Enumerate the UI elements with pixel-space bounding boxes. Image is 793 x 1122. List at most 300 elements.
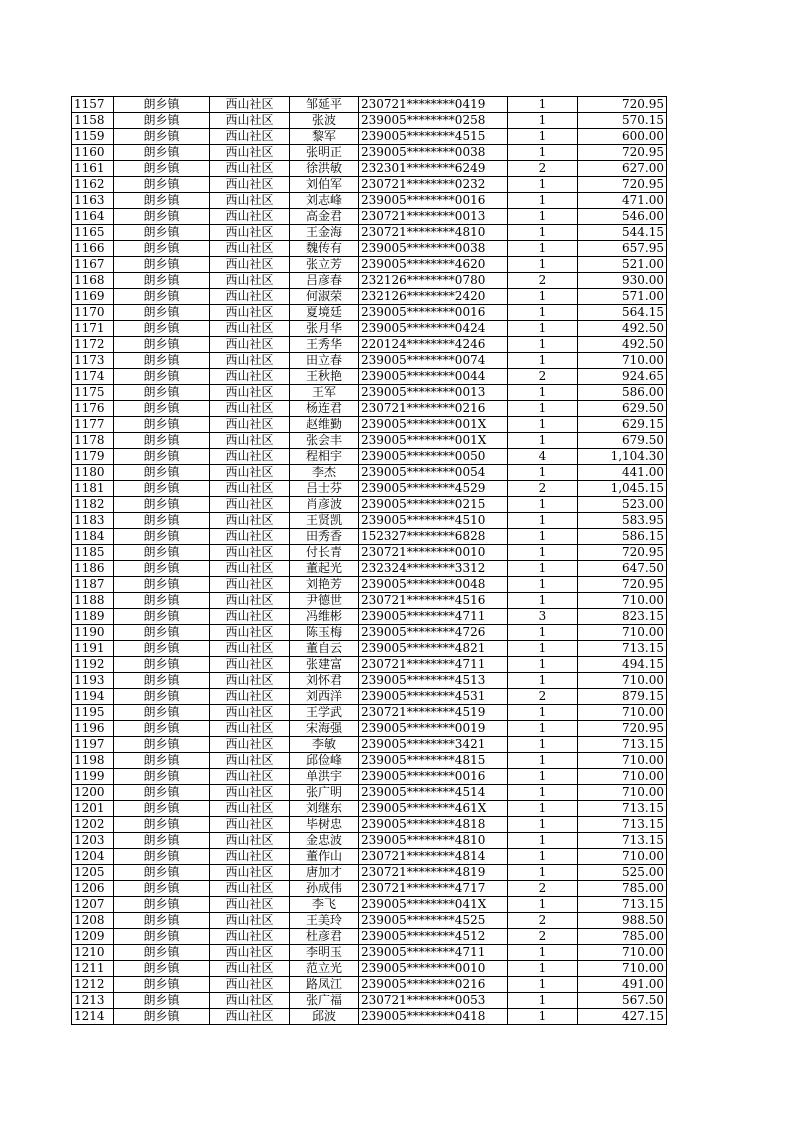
id-number-cell: 230721********0053 bbox=[359, 993, 508, 1009]
table-row bbox=[72, 609, 667, 625]
town-cell: 朗乡镇 bbox=[114, 881, 210, 897]
row-number-cell: 1203 bbox=[72, 833, 114, 849]
household-count-cell: 1 bbox=[508, 257, 578, 273]
household-count-cell: 2 bbox=[508, 881, 578, 897]
table-row bbox=[72, 177, 667, 193]
id-number-cell: 239005********0216 bbox=[359, 977, 508, 993]
name-cell: 冯维彬 bbox=[290, 609, 359, 625]
id-number-cell: 239005********0048 bbox=[359, 577, 508, 593]
id-number-cell: 239005********0016 bbox=[359, 769, 508, 785]
row-number-cell: 1193 bbox=[72, 673, 114, 689]
town-cell: 朗乡镇 bbox=[114, 161, 210, 177]
name-cell: 王秋艳 bbox=[290, 369, 359, 385]
name-cell: 邱俭峰 bbox=[290, 753, 359, 769]
household-count-cell: 1 bbox=[508, 673, 578, 689]
name-cell: 陈玉梅 bbox=[290, 625, 359, 641]
town-cell: 朗乡镇 bbox=[114, 321, 210, 337]
name-cell: 夏境廷 bbox=[290, 305, 359, 321]
amount-cell: 710.00 bbox=[578, 353, 667, 369]
id-number-cell: 239005********4620 bbox=[359, 257, 508, 273]
id-number-cell: 239005********0016 bbox=[359, 305, 508, 321]
id-number-cell: 239005********001X bbox=[359, 417, 508, 433]
town-cell: 朗乡镇 bbox=[114, 481, 210, 497]
household-count-cell: 1 bbox=[508, 897, 578, 913]
table-row bbox=[72, 865, 667, 881]
amount-cell: 713.15 bbox=[578, 897, 667, 913]
household-count-cell: 1 bbox=[508, 241, 578, 257]
town-cell: 朗乡镇 bbox=[114, 785, 210, 801]
household-count-cell: 1 bbox=[508, 577, 578, 593]
row-number-cell: 1174 bbox=[72, 369, 114, 385]
town-cell: 朗乡镇 bbox=[114, 369, 210, 385]
household-count-cell: 1 bbox=[508, 961, 578, 977]
id-number-cell: 239005********461X bbox=[359, 801, 508, 817]
household-count-cell: 1 bbox=[508, 849, 578, 865]
community-cell: 西山社区 bbox=[210, 673, 290, 689]
row-number-cell: 1168 bbox=[72, 273, 114, 289]
town-cell: 朗乡镇 bbox=[114, 145, 210, 161]
town-cell: 朗乡镇 bbox=[114, 273, 210, 289]
name-cell: 董起光 bbox=[290, 561, 359, 577]
town-cell: 朗乡镇 bbox=[114, 945, 210, 961]
row-number-cell: 1178 bbox=[72, 433, 114, 449]
table-row bbox=[72, 305, 667, 321]
community-cell: 西山社区 bbox=[210, 721, 290, 737]
table-row bbox=[72, 689, 667, 705]
table-row bbox=[72, 273, 667, 289]
table-row bbox=[72, 369, 667, 385]
amount-cell: 879.15 bbox=[578, 689, 667, 705]
table-row bbox=[72, 209, 667, 225]
table-row bbox=[72, 961, 667, 977]
household-count-cell: 1 bbox=[508, 753, 578, 769]
town-cell: 朗乡镇 bbox=[114, 465, 210, 481]
community-cell: 西山社区 bbox=[210, 865, 290, 881]
id-number-cell: 239005********4529 bbox=[359, 481, 508, 497]
name-cell: 孙成伟 bbox=[290, 881, 359, 897]
row-number-cell: 1172 bbox=[72, 337, 114, 353]
community-cell: 西山社区 bbox=[210, 545, 290, 561]
id-number-cell: 239005********4726 bbox=[359, 625, 508, 641]
name-cell: 张广明 bbox=[290, 785, 359, 801]
amount-cell: 713.15 bbox=[578, 641, 667, 657]
id-number-cell: 239005********0258 bbox=[359, 113, 508, 129]
household-count-cell: 2 bbox=[508, 481, 578, 497]
community-cell: 西山社区 bbox=[210, 369, 290, 385]
community-cell: 西山社区 bbox=[210, 209, 290, 225]
row-number-cell: 1183 bbox=[72, 513, 114, 529]
table-row bbox=[72, 321, 667, 337]
table-row bbox=[72, 497, 667, 513]
id-number-cell: 239005********0019 bbox=[359, 721, 508, 737]
name-cell: 李明玉 bbox=[290, 945, 359, 961]
name-cell: 唐加才 bbox=[290, 865, 359, 881]
household-count-cell: 1 bbox=[508, 1009, 578, 1025]
household-count-cell: 4 bbox=[508, 449, 578, 465]
row-number-cell: 1173 bbox=[72, 353, 114, 369]
id-number-cell: 230721********0216 bbox=[359, 401, 508, 417]
amount-cell: 720.95 bbox=[578, 721, 667, 737]
community-cell: 西山社区 bbox=[210, 753, 290, 769]
name-cell: 刘艳芳 bbox=[290, 577, 359, 593]
community-cell: 西山社区 bbox=[210, 193, 290, 209]
town-cell: 朗乡镇 bbox=[114, 417, 210, 433]
town-cell: 朗乡镇 bbox=[114, 353, 210, 369]
amount-cell: 1,045.15 bbox=[578, 481, 667, 497]
amount-cell: 441.00 bbox=[578, 465, 667, 481]
table-row bbox=[72, 673, 667, 689]
table-row bbox=[72, 753, 667, 769]
row-number-cell: 1179 bbox=[72, 449, 114, 465]
row-number-cell: 1157 bbox=[72, 97, 114, 113]
table-row bbox=[72, 97, 667, 113]
amount-cell: 710.00 bbox=[578, 753, 667, 769]
name-cell: 范立光 bbox=[290, 961, 359, 977]
name-cell: 程相宇 bbox=[290, 449, 359, 465]
row-number-cell: 1197 bbox=[72, 737, 114, 753]
town-cell: 朗乡镇 bbox=[114, 177, 210, 193]
table-row bbox=[72, 561, 667, 577]
household-count-cell: 1 bbox=[508, 945, 578, 961]
household-count-cell: 1 bbox=[508, 705, 578, 721]
town-cell: 朗乡镇 bbox=[114, 993, 210, 1009]
amount-cell: 713.15 bbox=[578, 833, 667, 849]
table-row bbox=[72, 385, 667, 401]
row-number-cell: 1176 bbox=[72, 401, 114, 417]
table-body bbox=[72, 97, 667, 1025]
town-cell: 朗乡镇 bbox=[114, 305, 210, 321]
row-number-cell: 1207 bbox=[72, 897, 114, 913]
row-number-cell: 1164 bbox=[72, 209, 114, 225]
town-cell: 朗乡镇 bbox=[114, 705, 210, 721]
id-number-cell: 239005********4711 bbox=[359, 609, 508, 625]
name-cell: 王学武 bbox=[290, 705, 359, 721]
amount-cell: 521.00 bbox=[578, 257, 667, 273]
household-count-cell: 1 bbox=[508, 289, 578, 305]
amount-cell: 564.15 bbox=[578, 305, 667, 321]
household-count-cell: 1 bbox=[508, 497, 578, 513]
amount-cell: 988.50 bbox=[578, 913, 667, 929]
table-row bbox=[72, 785, 667, 801]
household-count-cell: 1 bbox=[508, 721, 578, 737]
id-number-cell: 239005********0074 bbox=[359, 353, 508, 369]
id-number-cell: 239005********0013 bbox=[359, 385, 508, 401]
community-cell: 西山社区 bbox=[210, 401, 290, 417]
town-cell: 朗乡镇 bbox=[114, 833, 210, 849]
table-row bbox=[72, 897, 667, 913]
table-row bbox=[72, 433, 667, 449]
town-cell: 朗乡镇 bbox=[114, 433, 210, 449]
row-number-cell: 1182 bbox=[72, 497, 114, 513]
household-count-cell: 1 bbox=[508, 321, 578, 337]
id-number-cell: 220124********4246 bbox=[359, 337, 508, 353]
id-number-cell: 239005********0016 bbox=[359, 193, 508, 209]
town-cell: 朗乡镇 bbox=[114, 641, 210, 657]
name-cell: 邱波 bbox=[290, 1009, 359, 1025]
town-cell: 朗乡镇 bbox=[114, 625, 210, 641]
id-number-cell: 239005********4515 bbox=[359, 129, 508, 145]
id-number-cell: 239005********001X bbox=[359, 433, 508, 449]
household-count-cell: 2 bbox=[508, 929, 578, 945]
row-number-cell: 1202 bbox=[72, 817, 114, 833]
amount-cell: 710.00 bbox=[578, 961, 667, 977]
household-count-cell: 3 bbox=[508, 609, 578, 625]
name-cell: 何淑荣 bbox=[290, 289, 359, 305]
town-cell: 朗乡镇 bbox=[114, 401, 210, 417]
amount-cell: 586.00 bbox=[578, 385, 667, 401]
town-cell: 朗乡镇 bbox=[114, 497, 210, 513]
name-cell: 张月华 bbox=[290, 321, 359, 337]
name-cell: 肖彦波 bbox=[290, 497, 359, 513]
row-number-cell: 1163 bbox=[72, 193, 114, 209]
table-row bbox=[72, 417, 667, 433]
household-count-cell: 1 bbox=[508, 177, 578, 193]
table-row bbox=[72, 545, 667, 561]
household-count-cell: 1 bbox=[508, 113, 578, 129]
town-cell: 朗乡镇 bbox=[114, 513, 210, 529]
row-number-cell: 1159 bbox=[72, 129, 114, 145]
row-number-cell: 1167 bbox=[72, 257, 114, 273]
id-number-cell: 230721********4711 bbox=[359, 657, 508, 673]
amount-cell: 785.00 bbox=[578, 929, 667, 945]
household-count-cell: 1 bbox=[508, 225, 578, 241]
community-cell: 西山社区 bbox=[210, 465, 290, 481]
town-cell: 朗乡镇 bbox=[114, 673, 210, 689]
amount-cell: 647.50 bbox=[578, 561, 667, 577]
community-cell: 西山社区 bbox=[210, 449, 290, 465]
community-cell: 西山社区 bbox=[210, 737, 290, 753]
community-cell: 西山社区 bbox=[210, 273, 290, 289]
table-row bbox=[72, 593, 667, 609]
amount-cell: 1,104.30 bbox=[578, 449, 667, 465]
id-number-cell: 239005********0054 bbox=[359, 465, 508, 481]
name-cell: 吕彦春 bbox=[290, 273, 359, 289]
community-cell: 西山社区 bbox=[210, 225, 290, 241]
town-cell: 朗乡镇 bbox=[114, 929, 210, 945]
data-table bbox=[71, 96, 667, 1025]
amount-cell: 710.00 bbox=[578, 945, 667, 961]
name-cell: 毕树忠 bbox=[290, 817, 359, 833]
id-number-cell: 239005********4815 bbox=[359, 753, 508, 769]
household-count-cell: 1 bbox=[508, 561, 578, 577]
community-cell: 西山社区 bbox=[210, 1009, 290, 1025]
name-cell: 杨连君 bbox=[290, 401, 359, 417]
household-count-cell: 1 bbox=[508, 545, 578, 561]
table-row bbox=[72, 929, 667, 945]
town-cell: 朗乡镇 bbox=[114, 849, 210, 865]
town-cell: 朗乡镇 bbox=[114, 609, 210, 625]
name-cell: 董作山 bbox=[290, 849, 359, 865]
name-cell: 赵维勤 bbox=[290, 417, 359, 433]
community-cell: 西山社区 bbox=[210, 801, 290, 817]
community-cell: 西山社区 bbox=[210, 977, 290, 993]
row-number-cell: 1165 bbox=[72, 225, 114, 241]
id-number-cell: 239005********0038 bbox=[359, 145, 508, 161]
id-number-cell: 239005********0418 bbox=[359, 1009, 508, 1025]
amount-cell: 627.00 bbox=[578, 161, 667, 177]
table-row bbox=[72, 945, 667, 961]
table-row bbox=[72, 913, 667, 929]
table-row bbox=[72, 513, 667, 529]
table-row bbox=[72, 833, 667, 849]
amount-cell: 494.15 bbox=[578, 657, 667, 673]
table-row bbox=[72, 129, 667, 145]
household-count-cell: 1 bbox=[508, 769, 578, 785]
amount-cell: 523.00 bbox=[578, 497, 667, 513]
row-number-cell: 1192 bbox=[72, 657, 114, 673]
town-cell: 朗乡镇 bbox=[114, 1009, 210, 1025]
name-cell: 王金海 bbox=[290, 225, 359, 241]
name-cell: 李飞 bbox=[290, 897, 359, 913]
row-number-cell: 1201 bbox=[72, 801, 114, 817]
community-cell: 西山社区 bbox=[210, 385, 290, 401]
row-number-cell: 1166 bbox=[72, 241, 114, 257]
amount-cell: 657.95 bbox=[578, 241, 667, 257]
name-cell: 刘伯军 bbox=[290, 177, 359, 193]
household-count-cell: 2 bbox=[508, 689, 578, 705]
name-cell: 田立春 bbox=[290, 353, 359, 369]
community-cell: 西山社区 bbox=[210, 641, 290, 657]
community-cell: 西山社区 bbox=[210, 769, 290, 785]
row-number-cell: 1190 bbox=[72, 625, 114, 641]
table-row bbox=[72, 1009, 667, 1025]
household-count-cell: 2 bbox=[508, 369, 578, 385]
row-number-cell: 1198 bbox=[72, 753, 114, 769]
amount-cell: 710.00 bbox=[578, 625, 667, 641]
amount-cell: 930.00 bbox=[578, 273, 667, 289]
amount-cell: 546.00 bbox=[578, 209, 667, 225]
id-number-cell: 239005********4711 bbox=[359, 945, 508, 961]
table-row bbox=[72, 337, 667, 353]
id-number-cell: 239005********4810 bbox=[359, 833, 508, 849]
town-cell: 朗乡镇 bbox=[114, 385, 210, 401]
row-number-cell: 1206 bbox=[72, 881, 114, 897]
id-number-cell: 239005********4512 bbox=[359, 929, 508, 945]
household-count-cell: 2 bbox=[508, 161, 578, 177]
name-cell: 刘西洋 bbox=[290, 689, 359, 705]
id-number-cell: 230721********0013 bbox=[359, 209, 508, 225]
town-cell: 朗乡镇 bbox=[114, 225, 210, 241]
town-cell: 朗乡镇 bbox=[114, 721, 210, 737]
row-number-cell: 1194 bbox=[72, 689, 114, 705]
row-number-cell: 1195 bbox=[72, 705, 114, 721]
amount-cell: 710.00 bbox=[578, 705, 667, 721]
table-row bbox=[72, 289, 667, 305]
community-cell: 西山社区 bbox=[210, 961, 290, 977]
row-number-cell: 1191 bbox=[72, 641, 114, 657]
community-cell: 西山社区 bbox=[210, 497, 290, 513]
community-cell: 西山社区 bbox=[210, 929, 290, 945]
name-cell: 魏传有 bbox=[290, 241, 359, 257]
id-number-cell: 230721********0419 bbox=[359, 97, 508, 113]
row-number-cell: 1162 bbox=[72, 177, 114, 193]
name-cell: 张会丰 bbox=[290, 433, 359, 449]
amount-cell: 491.00 bbox=[578, 977, 667, 993]
table-row bbox=[72, 225, 667, 241]
row-number-cell: 1200 bbox=[72, 785, 114, 801]
id-number-cell: 239005********4818 bbox=[359, 817, 508, 833]
amount-cell: 710.00 bbox=[578, 769, 667, 785]
id-number-cell: 239005********4531 bbox=[359, 689, 508, 705]
town-cell: 朗乡镇 bbox=[114, 257, 210, 273]
town-cell: 朗乡镇 bbox=[114, 129, 210, 145]
town-cell: 朗乡镇 bbox=[114, 897, 210, 913]
name-cell: 吕士芬 bbox=[290, 481, 359, 497]
household-count-cell: 1 bbox=[508, 513, 578, 529]
town-cell: 朗乡镇 bbox=[114, 865, 210, 881]
household-count-cell: 1 bbox=[508, 625, 578, 641]
household-count-cell: 2 bbox=[508, 913, 578, 929]
name-cell: 路凤江 bbox=[290, 977, 359, 993]
amount-cell: 713.15 bbox=[578, 801, 667, 817]
community-cell: 西山社区 bbox=[210, 257, 290, 273]
community-cell: 西山社区 bbox=[210, 321, 290, 337]
id-number-cell: 239005********4821 bbox=[359, 641, 508, 657]
community-cell: 西山社区 bbox=[210, 433, 290, 449]
name-cell: 徐洪敏 bbox=[290, 161, 359, 177]
community-cell: 西山社区 bbox=[210, 177, 290, 193]
name-cell: 刘继东 bbox=[290, 801, 359, 817]
id-number-cell: 239005********4513 bbox=[359, 673, 508, 689]
id-number-cell: 230721********0232 bbox=[359, 177, 508, 193]
id-number-cell: 230721********4814 bbox=[359, 849, 508, 865]
row-number-cell: 1181 bbox=[72, 481, 114, 497]
row-number-cell: 1158 bbox=[72, 113, 114, 129]
name-cell: 王美玲 bbox=[290, 913, 359, 929]
household-count-cell: 1 bbox=[508, 785, 578, 801]
row-number-cell: 1180 bbox=[72, 465, 114, 481]
table-row bbox=[72, 353, 667, 369]
row-number-cell: 1210 bbox=[72, 945, 114, 961]
name-cell: 李敏 bbox=[290, 737, 359, 753]
amount-cell: 720.95 bbox=[578, 177, 667, 193]
amount-cell: 567.50 bbox=[578, 993, 667, 1009]
household-count-cell: 1 bbox=[508, 353, 578, 369]
row-number-cell: 1211 bbox=[72, 961, 114, 977]
row-number-cell: 1212 bbox=[72, 977, 114, 993]
amount-cell: 720.95 bbox=[578, 577, 667, 593]
row-number-cell: 1188 bbox=[72, 593, 114, 609]
community-cell: 西山社区 bbox=[210, 289, 290, 305]
name-cell: 刘怀君 bbox=[290, 673, 359, 689]
id-number-cell: 230721********4519 bbox=[359, 705, 508, 721]
amount-cell: 629.15 bbox=[578, 417, 667, 433]
id-number-cell: 239005********041X bbox=[359, 897, 508, 913]
name-cell: 黎军 bbox=[290, 129, 359, 145]
amount-cell: 629.50 bbox=[578, 401, 667, 417]
table-row bbox=[72, 737, 667, 753]
household-count-cell: 1 bbox=[508, 193, 578, 209]
town-cell: 朗乡镇 bbox=[114, 657, 210, 673]
household-count-cell: 1 bbox=[508, 817, 578, 833]
community-cell: 西山社区 bbox=[210, 577, 290, 593]
town-cell: 朗乡镇 bbox=[114, 241, 210, 257]
id-number-cell: 239005********4510 bbox=[359, 513, 508, 529]
amount-cell: 713.15 bbox=[578, 737, 667, 753]
row-number-cell: 1175 bbox=[72, 385, 114, 401]
table-row bbox=[72, 449, 667, 465]
row-number-cell: 1189 bbox=[72, 609, 114, 625]
household-count-cell: 1 bbox=[508, 209, 578, 225]
row-number-cell: 1209 bbox=[72, 929, 114, 945]
town-cell: 朗乡镇 bbox=[114, 817, 210, 833]
row-number-cell: 1171 bbox=[72, 321, 114, 337]
amount-cell: 492.50 bbox=[578, 321, 667, 337]
community-cell: 西山社区 bbox=[210, 785, 290, 801]
town-cell: 朗乡镇 bbox=[114, 545, 210, 561]
community-cell: 西山社区 bbox=[210, 881, 290, 897]
town-cell: 朗乡镇 bbox=[114, 769, 210, 785]
